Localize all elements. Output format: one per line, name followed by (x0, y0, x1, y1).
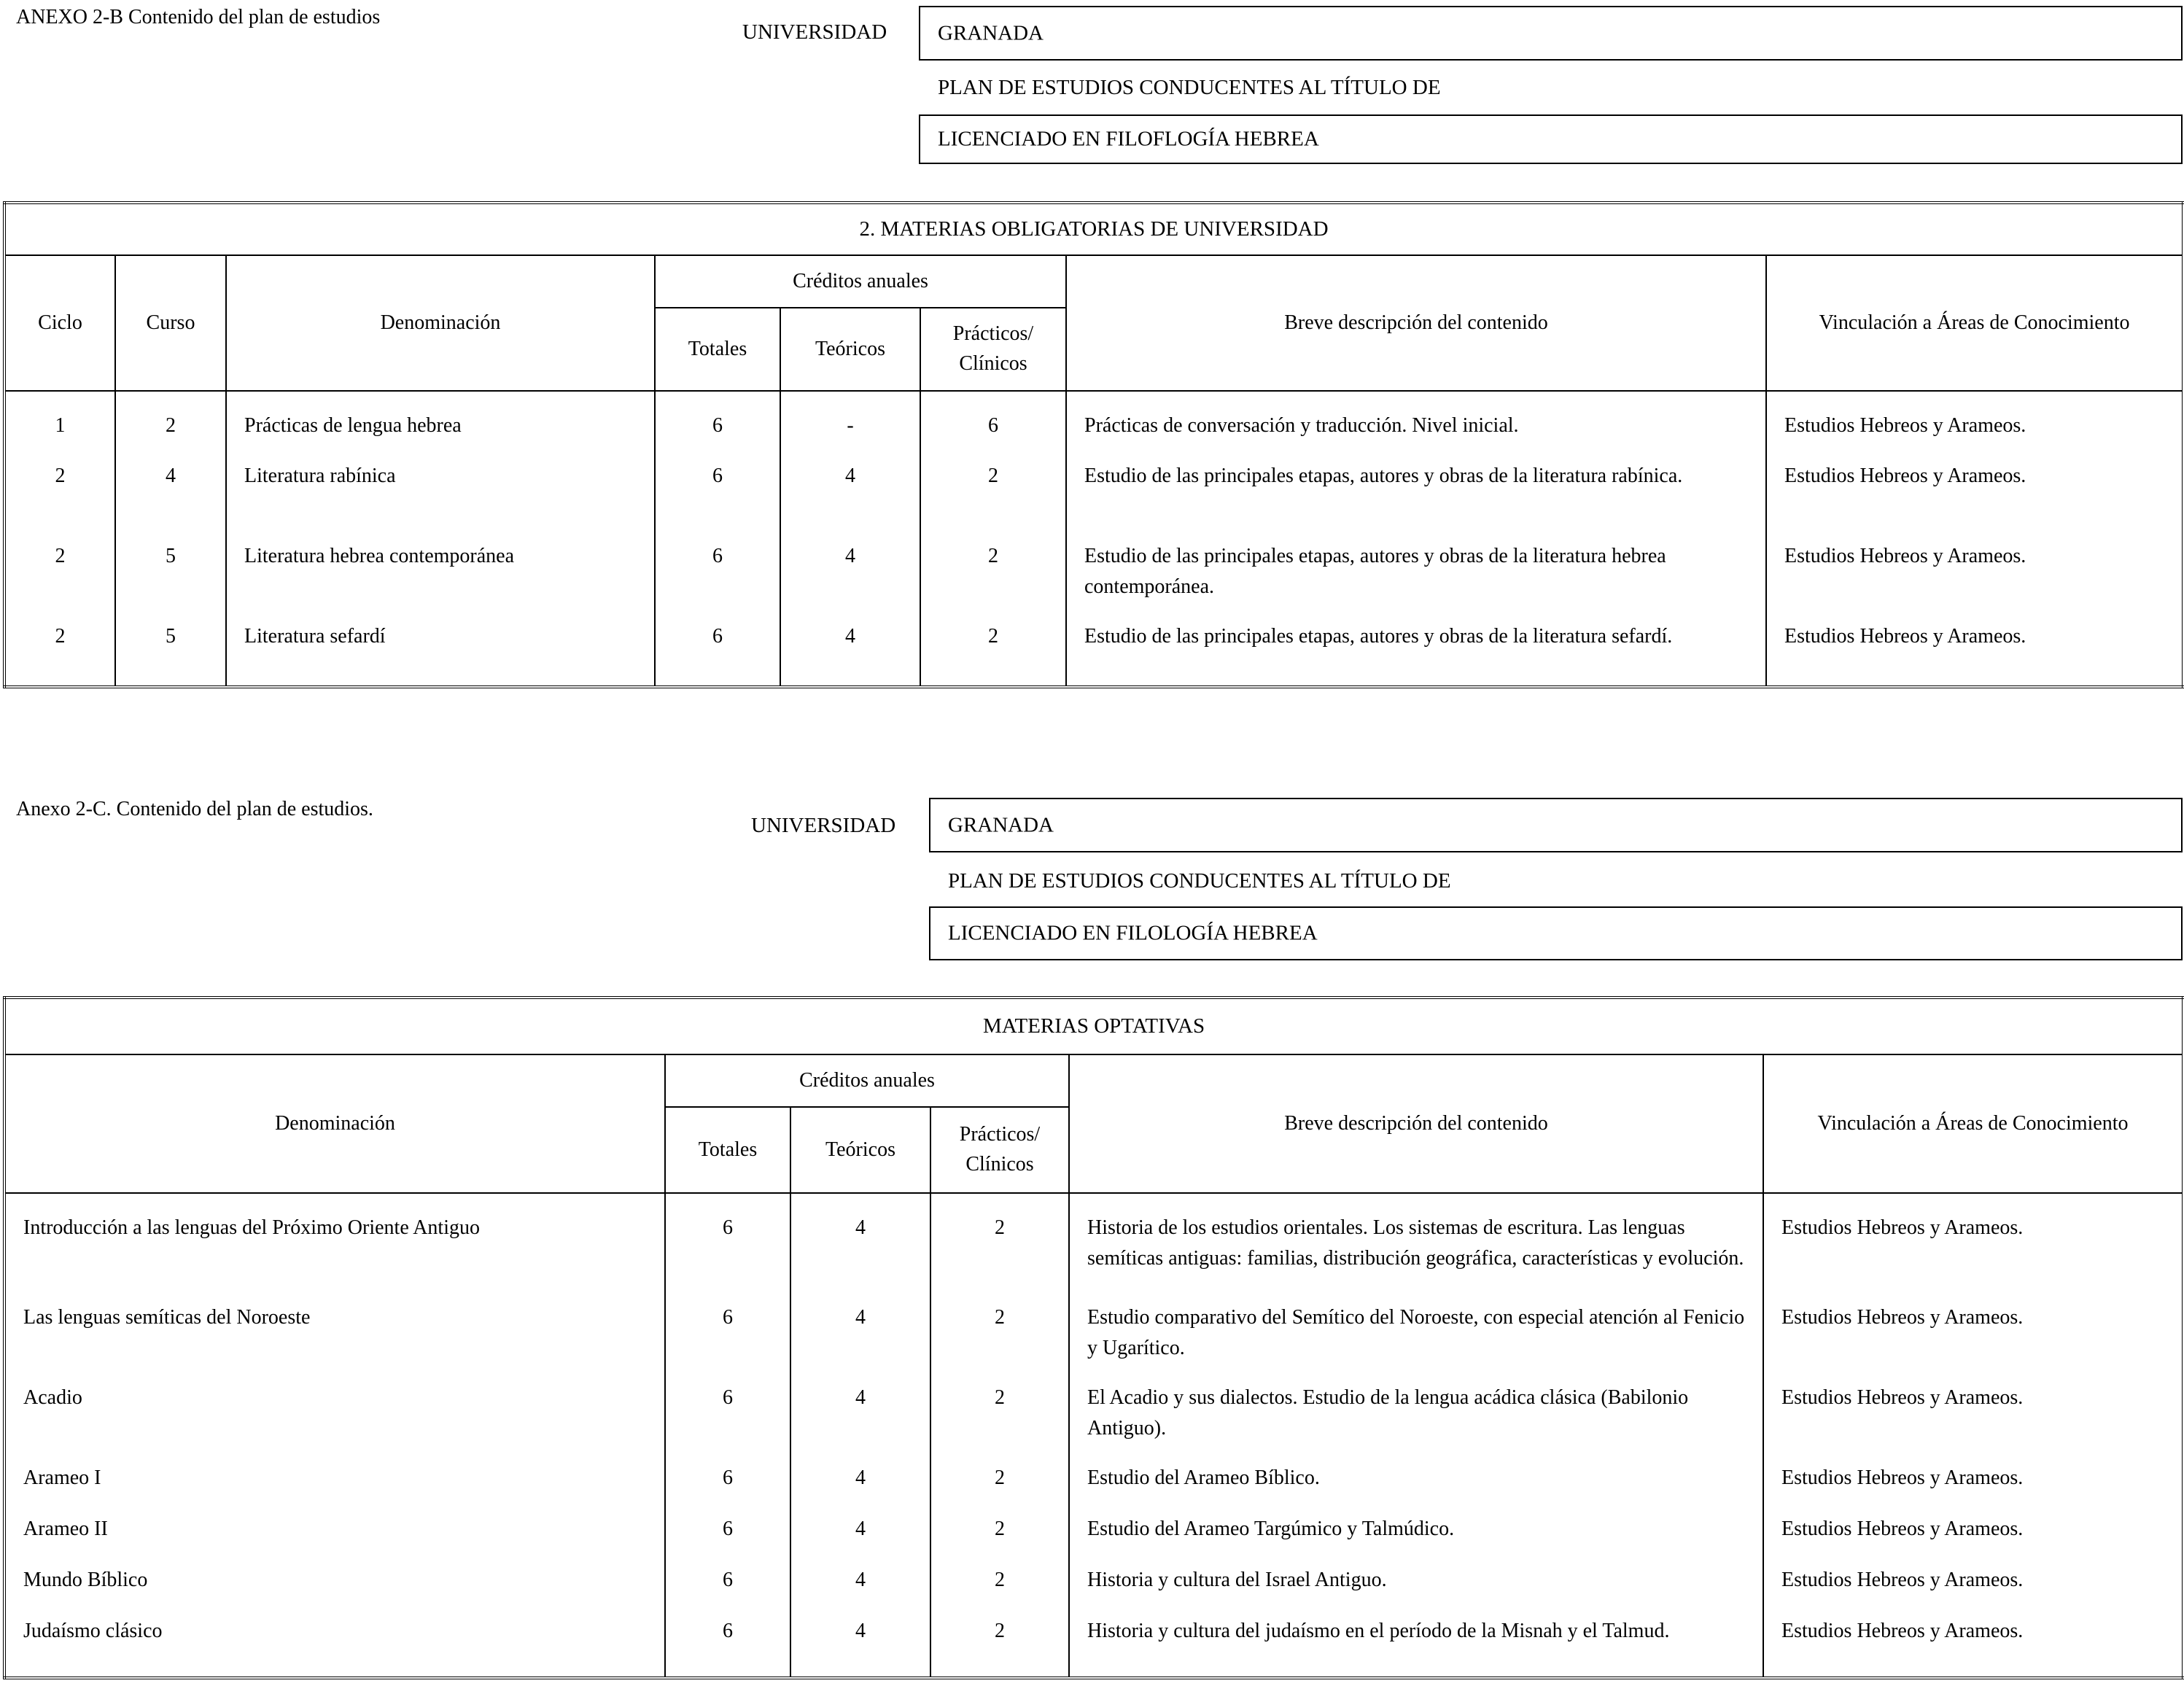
cell-descripcion: Historia y cultura del Israel Antiguo. (1069, 1565, 1763, 1616)
cell-curso: 4 (115, 461, 226, 541)
col-denominacion-header: Denominación (4, 1054, 665, 1193)
cell-denominacion: Mundo Bíblico (4, 1565, 665, 1616)
annex-c-universidad-box (929, 798, 2183, 852)
cell-descripcion: Estudio de las principales etapas, autores y obras de la literatura hebrea contemporánea. (1066, 541, 1766, 621)
cell-denominacion: Arameo I (4, 1463, 665, 1514)
cell-ciclo: 2 (4, 461, 115, 541)
table-row (4, 1565, 2183, 1616)
cell-vinculacion: Estudios Hebreos y Arameos. (1763, 1463, 2183, 1514)
table-row (4, 1193, 2183, 1302)
cell-teoricos: 4 (790, 1193, 930, 1302)
cell-vinculacion: Estudios Hebreos y Arameos. (1763, 1514, 2183, 1565)
cell-denominacion: Acadio (4, 1383, 665, 1463)
cell-descripcion: Historia y cultura del judaísmo en el período de la Misnah y el Talmud. (1069, 1616, 1763, 1678)
cell-totales: 6 (665, 1565, 790, 1616)
annex-c-heading: Anexo 2-C. Contenido del plan de estudios. (16, 798, 373, 820)
cell-practicos: 2 (930, 1383, 1069, 1463)
table-row (4, 1463, 2183, 1514)
cell-practicos: 2 (930, 1565, 1069, 1616)
table-row (4, 541, 2183, 621)
cell-teoricos: 4 (790, 1302, 930, 1383)
col-denominacion-header: Denominación (226, 255, 655, 391)
cell-totales: 6 (655, 541, 780, 621)
annex-b-heading: ANEXO 2-B Contenido del plan de estudios (16, 6, 381, 28)
col-totales-header: Totales (665, 1107, 790, 1193)
cell-descripcion: Historia de los estudios orientales. Los sistemas de escritura. Las lenguas semíticas antiguas: familias, distribución geográfica, características y evolución. (1069, 1193, 1763, 1302)
cell-totales: 6 (655, 621, 780, 687)
col-creditos-header: Créditos anuales (655, 255, 1066, 308)
annex-b-universidad-box (919, 6, 2183, 61)
col-vinculacion-header: Vinculación a Áreas de Conocimiento (1766, 255, 2183, 391)
col-creditos-header: Créditos anuales (665, 1054, 1069, 1107)
cell-teoricos: 4 (790, 1514, 930, 1565)
cell-practicos: 2 (930, 1616, 1069, 1678)
cell-totales: 6 (665, 1514, 790, 1565)
cell-ciclo: 2 (4, 621, 115, 687)
annex-c-universidad-value: GRANADA (948, 813, 1054, 836)
cell-descripcion: Estudio del Arameo Targúmico y Talmúdico. (1069, 1514, 1763, 1565)
cell-curso: 5 (115, 541, 226, 621)
annex-c-titulo-box (929, 906, 2183, 960)
cell-descripcion: Prácticas de conversación y traducción. Nivel inicial. (1066, 391, 1766, 461)
cell-denominacion: Prácticas de lengua hebrea (226, 391, 655, 461)
cell-totales: 6 (655, 461, 780, 541)
cell-teoricos: 4 (790, 1383, 930, 1463)
annex-c-table-title: MATERIAS OPTATIVAS (4, 998, 2183, 1054)
cell-totales: 6 (665, 1463, 790, 1514)
col-totales-header: Totales (655, 308, 780, 391)
cell-practicos: 2 (930, 1302, 1069, 1383)
cell-vinculacion: Estudios Hebreos y Arameos. (1763, 1383, 2183, 1463)
cell-denominacion: Literatura sefardí (226, 621, 655, 687)
cell-denominacion: Judaísmo clásico (4, 1616, 665, 1678)
cell-vinculacion: Estudios Hebreos y Arameos. (1763, 1616, 2183, 1678)
cell-totales: 6 (665, 1302, 790, 1383)
col-descripcion-header: Breve descripción del contenido (1066, 255, 1766, 391)
cell-curso: 5 (115, 621, 226, 687)
annex-b-titulo-value: LICENCIADO EN FILOFLOGÍA HEBREA (938, 127, 1319, 151)
cell-denominacion: Literatura rabínica (226, 461, 655, 541)
cell-totales: 6 (655, 391, 780, 461)
annex-b-plan-label: PLAN DE ESTUDIOS CONDUCENTES AL TÍTULO DE (938, 76, 1441, 99)
cell-totales: 6 (665, 1383, 790, 1463)
annex-c-titulo-value: LICENCIADO EN FILOLOGÍA HEBREA (948, 921, 1318, 945)
cell-practicos: 2 (920, 541, 1066, 621)
cell-ciclo: 1 (4, 391, 115, 461)
cell-vinculacion: Estudios Hebreos y Arameos. (1766, 461, 2183, 541)
cell-teoricos: 4 (780, 541, 920, 621)
cell-descripcion: Estudio comparativo del Semítico del Noroeste, con especial atención al Fenicio y Ugarítico. (1069, 1302, 1763, 1383)
cell-descripcion: Estudio de las principales etapas, autores y obras de la literatura rabínica. (1066, 461, 1766, 541)
col-vinculacion-header: Vinculación a Áreas de Conocimiento (1763, 1054, 2183, 1193)
cell-practicos: 2 (920, 461, 1066, 541)
annex-b-universidad-label: UNIVERSIDAD (742, 20, 887, 44)
col-teoricos-header: Teóricos (790, 1107, 930, 1193)
table-row (4, 391, 2183, 461)
annex-c-plan-label: PLAN DE ESTUDIOS CONDUCENTES AL TÍTULO DE (948, 869, 1451, 893)
cell-practicos: 2 (920, 621, 1066, 687)
annex-b-table (3, 201, 2184, 688)
cell-teoricos: 4 (790, 1616, 930, 1678)
col-practicos-header: Prácticos/ Clínicos (920, 308, 1066, 391)
col-teoricos-header: Teóricos (780, 308, 920, 391)
cell-totales: 6 (665, 1616, 790, 1678)
cell-vinculacion: Estudios Hebreos y Arameos. (1766, 621, 2183, 687)
cell-practicos: 6 (920, 391, 1066, 461)
cell-practicos: 2 (930, 1514, 1069, 1565)
annex-c-table (3, 996, 2184, 1679)
cell-denominacion: Las lenguas semíticas del Noroeste (4, 1302, 665, 1383)
cell-teoricos: 4 (790, 1565, 930, 1616)
cell-vinculacion: Estudios Hebreos y Arameos. (1763, 1193, 2183, 1302)
table-row (4, 461, 2183, 541)
cell-descripcion: El Acadio y sus dialectos. Estudio de la lengua acádica clásica (Babilonio Antiguo). (1069, 1383, 1763, 1463)
cell-curso: 2 (115, 391, 226, 461)
cell-vinculacion: Estudios Hebreos y Arameos. (1766, 391, 2183, 461)
table-row (4, 1302, 2183, 1383)
cell-ciclo: 2 (4, 541, 115, 621)
cell-denominacion: Literatura hebrea contemporánea (226, 541, 655, 621)
col-curso-header: Curso (115, 255, 226, 391)
col-descripcion-header: Breve descripción del contenido (1069, 1054, 1763, 1193)
col-ciclo-header: Ciclo (4, 255, 115, 391)
cell-teoricos: 4 (780, 621, 920, 687)
table-row (4, 1383, 2183, 1463)
annex-b-titulo-box (919, 114, 2183, 164)
cell-teoricos: 4 (790, 1463, 930, 1514)
cell-descripcion: Estudio de las principales etapas, autores y obras de la literatura sefardí. (1066, 621, 1766, 687)
annex-b-universidad-value: GRANADA (938, 21, 1044, 44)
cell-vinculacion: Estudios Hebreos y Arameos. (1766, 541, 2183, 621)
cell-denominacion: Arameo II (4, 1514, 665, 1565)
table-row (4, 1616, 2183, 1678)
table-row (4, 621, 2183, 687)
cell-vinculacion: Estudios Hebreos y Arameos. (1763, 1565, 2183, 1616)
cell-denominacion: Introducción a las lenguas del Próximo Oriente Antiguo (4, 1193, 665, 1302)
table-row (4, 1514, 2183, 1565)
annex-c-universidad-label: UNIVERSIDAD (751, 814, 896, 837)
cell-vinculacion: Estudios Hebreos y Arameos. (1763, 1302, 2183, 1383)
cell-practicos: 2 (930, 1193, 1069, 1302)
annex-b-table-title: 2. MATERIAS OBLIGATORIAS DE UNIVERSIDAD (4, 203, 2183, 255)
cell-teoricos: 4 (780, 461, 920, 541)
cell-practicos: 2 (930, 1463, 1069, 1514)
col-practicos-header: Prácticos/ Clínicos (930, 1107, 1069, 1193)
cell-teoricos: - (780, 391, 920, 461)
cell-descripcion: Estudio del Arameo Bíblico. (1069, 1463, 1763, 1514)
cell-totales: 6 (665, 1193, 790, 1302)
